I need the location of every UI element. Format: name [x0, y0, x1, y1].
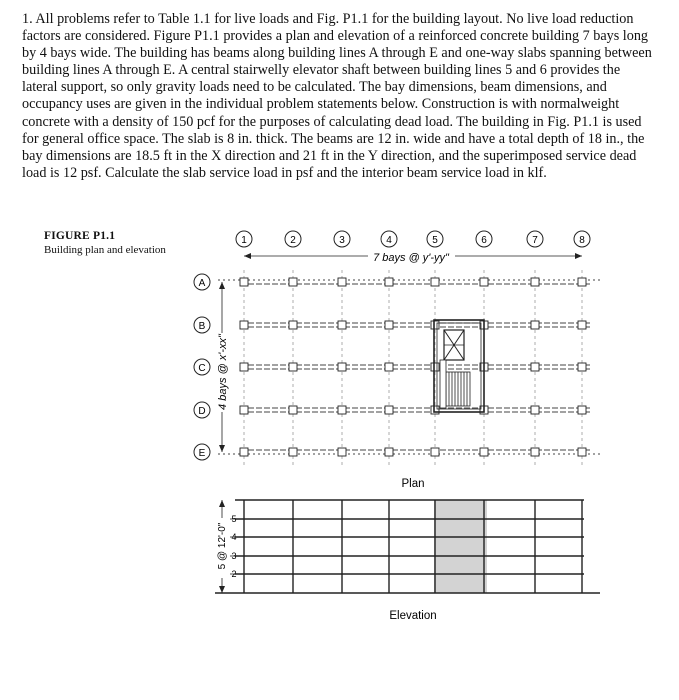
- story-dimension-label: 5 @ 12'-0": [217, 522, 228, 570]
- row-bubbles: [194, 274, 210, 460]
- row-label: B: [198, 321, 206, 332]
- row-bubble-c: [194, 359, 210, 375]
- column-bubble-4: [381, 231, 397, 247]
- elevation-level-ticks: [230, 519, 240, 574]
- row-bubble-a: [194, 274, 210, 290]
- row-bubble-e: [194, 444, 210, 460]
- row-bubble-b: [194, 317, 210, 333]
- column-label: 1: [241, 235, 247, 246]
- row-label: A: [198, 278, 206, 289]
- column-bubble-8: [574, 231, 590, 247]
- elevation-label: Elevation: [389, 610, 437, 622]
- figure-title: FIGURE P1.1: [44, 230, 116, 242]
- x-dimension-label: 7 bays @ y'-yy": [373, 252, 449, 264]
- figure-subtitle: Building plan and elevation: [44, 244, 166, 256]
- row-label: D: [198, 406, 206, 417]
- beam-line-a: [218, 280, 600, 284]
- column-label: 7: [532, 235, 538, 246]
- row-label: E: [198, 448, 206, 459]
- column-bubbles: [236, 231, 590, 247]
- plan-columns: [240, 278, 586, 456]
- y-dimension-label: 4 bays @ x'-xx": [217, 334, 229, 410]
- stair-treads: [446, 372, 470, 406]
- row-bubble-d: [194, 402, 210, 418]
- plan-beams: [218, 280, 600, 454]
- plan-label: Plan: [401, 478, 425, 490]
- elevation-columns: [244, 500, 582, 593]
- elevator-shaft: [444, 330, 464, 360]
- problem-statement: 1. All problems refer to Table 1.1 for live loads and Fig. P1.1 for the building layout. No live load reduction factors are considered. Figure P1.1 provides a plan and elevation of a reinforced concrete building 7 bays long by 4 bays wide. The building has beams along building lines A through E and one-way slabs spanning between building lines A through E. A central stairwelly elevator shaft between building lines 5 and 6 provides the lateral support, so only gravity loads need to be calculated. The bay dimensions, beam dimensions, and occupancy uses are given in the individual problem statements below. Construction is with normalweight concrete with a density of 150 pcf for the purposes of calculating dead load. The building in Fig. P1.1 is used for general office space. The slab is 8 in. thick. The beams are 12 in. wide and have a total depth of 18 in., the bay dimensions are 18.5 ft in the X direction and 21 ft in the Y direction, and the superimposed service dead load is 12 psf. Calculate the slab service load in psf and the interior beam service load in klf.: [22, 11, 652, 181]
- column-bubble-3: [334, 231, 350, 247]
- column-bubble-7: [527, 231, 543, 247]
- column-label: 8: [579, 235, 585, 246]
- elevation-floor-lines: [215, 500, 600, 593]
- column-label: 2: [290, 235, 296, 246]
- level-label: 4: [231, 532, 237, 542]
- column-label: 3: [339, 235, 345, 246]
- column-bubble-6: [476, 231, 492, 247]
- level-label: 3: [231, 551, 237, 561]
- column-label: 4: [386, 235, 392, 246]
- x-dimension: [244, 252, 582, 264]
- row-label: C: [198, 363, 206, 374]
- beam-line-e: [218, 450, 600, 454]
- level-label: 2: [231, 569, 237, 579]
- column-label: 6: [481, 235, 487, 246]
- elevation-drawing: [215, 500, 600, 593]
- column-label: 5: [432, 235, 438, 246]
- column-bubble-5: [427, 231, 443, 247]
- stair-elevator-core: [434, 320, 484, 412]
- column-bubble-1: [236, 231, 252, 247]
- y-dimension: [217, 282, 229, 452]
- elevation-core-shading: [434, 500, 487, 593]
- column-bubble-2: [285, 231, 301, 247]
- level-label: 5: [231, 514, 237, 524]
- story-dimension: [217, 500, 228, 593]
